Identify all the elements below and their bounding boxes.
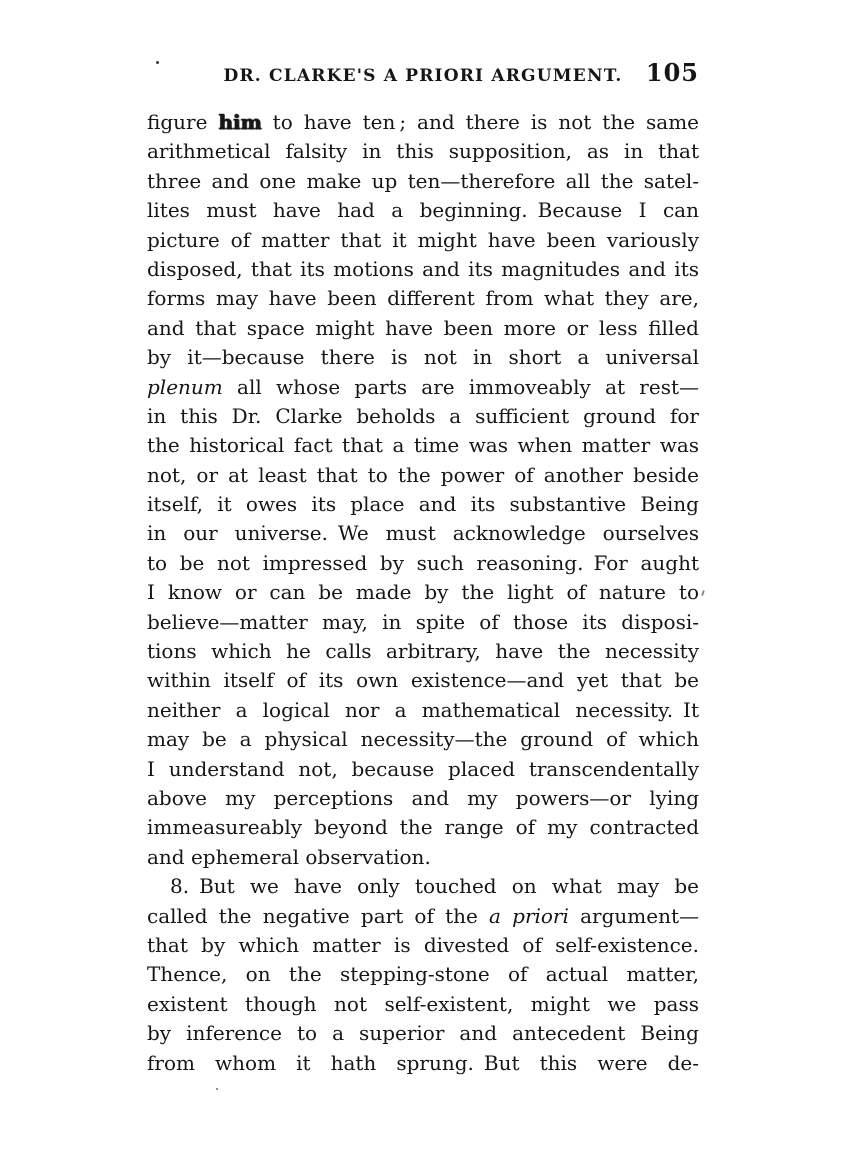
text-segment: argument—: [568, 903, 699, 928]
text-line: [147, 255, 699, 284]
text-line: [147, 461, 699, 490]
text-line: [147, 431, 699, 460]
text-segment: by it—because there is not in short a universal: [147, 345, 699, 370]
text-segment: I know or can be made by the light of nature to: [147, 580, 699, 605]
italic-text: plenum: [147, 374, 223, 399]
text-segment: figure: [147, 110, 219, 134]
text-segment: and that space might have been more or less filled: [147, 315, 699, 340]
text-line: [147, 960, 699, 989]
text-segment: 8. But we have only touched on what may be: [170, 874, 699, 899]
text-segment: called the negative part of the: [147, 903, 490, 928]
text-segment: itself, it owes its place and its substantive Being: [147, 492, 699, 517]
text-segment: to have ten ; and there is not the same: [261, 110, 699, 134]
text-line: [147, 666, 699, 695]
text-line: [147, 725, 699, 754]
text-line: [147, 549, 699, 578]
text-segment: picture of matter that it might have been variously: [147, 227, 699, 252]
ink-speck: [216, 1088, 218, 1090]
text-segment: arithmetical falsity in this supposition, as in that: [147, 139, 699, 164]
text-line: [147, 813, 699, 842]
text-line: [147, 843, 699, 872]
text-segment: all whose parts are immoveably at rest—: [222, 374, 699, 399]
text-line: [147, 931, 699, 960]
text-segment: above my perceptions and my powers—or lying: [147, 785, 699, 810]
text-line: [147, 784, 699, 813]
text-line: [147, 608, 699, 637]
running-header-title: DR. CLARKE'S A PRIORI ARGUMENT.: [223, 66, 623, 86]
text-segment: neither a logical nor a mathematical necessity. It: [147, 697, 699, 722]
text-segment: in this Dr. Clarke beholds a sufficient ground for: [147, 403, 699, 428]
text-line: [147, 196, 699, 225]
text-segment: to be not impressed by such reasoning. For aught: [147, 550, 699, 575]
text-line: [147, 137, 699, 166]
text-segment: the historical fact that a time was when matter was: [147, 433, 699, 458]
italic-text: a priori: [489, 903, 569, 928]
text-segment: from whom it hath sprung. But this were de-: [147, 1050, 699, 1075]
text-line: [147, 167, 699, 196]
text-line: [147, 578, 699, 607]
text-segment: forms may have been different from what they are,: [147, 286, 699, 311]
text-line: [147, 343, 699, 372]
text-line: [147, 108, 699, 137]
smudged-word: him: [218, 110, 262, 134]
ink-speck: [701, 590, 705, 596]
text-line: [147, 696, 699, 725]
text-segment: believe—matter may, in spite of those its disposi-: [147, 609, 699, 634]
text-line: [147, 402, 699, 431]
text-segment: in our universe. We must acknowledge ourselves: [147, 521, 699, 546]
text-segment: may be a physical necessity—the ground of which: [147, 727, 699, 752]
text-line: [147, 637, 699, 666]
text-segment: not, or at least that to the power of another beside: [147, 462, 699, 487]
text-segment: three and one make up ten—therefore all the satel-: [147, 168, 699, 193]
text-line: [147, 872, 699, 901]
page-number: 105: [645, 58, 699, 87]
text-segment: lites must have had a beginning. Because I can: [147, 198, 699, 223]
text-line: [147, 490, 699, 519]
text-line: [147, 284, 699, 313]
text-segment: that by which matter is divested of self-existence.: [147, 932, 699, 957]
text-segment: and ephemeral observation.: [147, 844, 431, 869]
text-line: [147, 1049, 699, 1078]
text-line: [147, 990, 699, 1019]
text-line: [147, 373, 699, 402]
text-segment: Thence, on the stepping-stone of actual matter,: [147, 962, 699, 987]
body-text-block: [147, 108, 699, 1078]
running-header: [147, 58, 699, 90]
text-line: [147, 902, 699, 931]
text-line: [147, 519, 699, 548]
text-segment: existent though not self-existent, might we pass: [147, 991, 699, 1016]
text-segment: disposed, that its motions and its magnitudes and its: [147, 256, 699, 281]
text-line: [147, 226, 699, 255]
text-segment: tions which he calls arbitrary, have the necessity: [147, 639, 699, 664]
text-line: [147, 314, 699, 343]
text-line: [147, 755, 699, 784]
text-segment: immeasureably beyond the range of my contracted: [147, 815, 699, 840]
text-line: [147, 1019, 699, 1048]
text-segment: I understand not, because placed transcendentally: [147, 756, 699, 781]
text-segment: by inference to a superior and antecedent Being: [147, 1021, 699, 1046]
text-segment: within itself of its own existence—and yet that be: [147, 668, 699, 693]
